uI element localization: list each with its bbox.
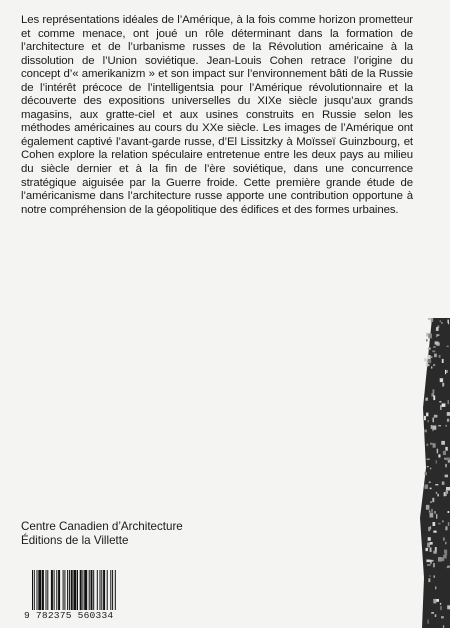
barcode-bar bbox=[67, 570, 68, 610]
photo-speckle bbox=[436, 514, 437, 519]
photo-speckle bbox=[433, 346, 436, 348]
isbn-barcode bbox=[24, 570, 146, 620]
photo-speckle bbox=[441, 322, 443, 324]
photo-speckle bbox=[440, 405, 442, 410]
photo-speckle bbox=[444, 492, 446, 496]
photo-speckle bbox=[424, 430, 427, 433]
photo-speckle bbox=[433, 418, 435, 423]
photo-speckle bbox=[443, 451, 446, 455]
photo-speckle bbox=[445, 464, 447, 467]
barcode-bar bbox=[47, 570, 48, 610]
barcode-bar bbox=[63, 570, 64, 610]
photo-speckle bbox=[447, 419, 449, 422]
barcode-bar bbox=[32, 570, 33, 610]
photo-speckle bbox=[426, 413, 428, 417]
photo-speckle bbox=[431, 366, 432, 368]
barcode-bar bbox=[89, 570, 90, 610]
photo-speckle bbox=[442, 359, 444, 363]
photo-speckle bbox=[436, 492, 437, 494]
photo-speckle bbox=[433, 522, 436, 526]
barcode-bar bbox=[107, 570, 108, 610]
photo-speckle bbox=[430, 547, 432, 552]
photo-speckle bbox=[441, 616, 444, 618]
photo-speckle bbox=[428, 420, 429, 422]
photo-speckle bbox=[438, 523, 441, 524]
barcode-bar bbox=[54, 570, 55, 610]
photo-speckle bbox=[430, 542, 433, 545]
photo-speckle bbox=[448, 511, 450, 513]
barcode-bar bbox=[58, 570, 60, 610]
photo-speckle bbox=[430, 488, 432, 490]
barcode-bar bbox=[82, 570, 83, 610]
barcode-bar bbox=[91, 570, 93, 610]
barcode-bar bbox=[93, 570, 94, 610]
photo-speckle bbox=[444, 458, 446, 460]
photo-speckle bbox=[429, 482, 431, 483]
photo-speckle bbox=[448, 522, 450, 526]
photo-speckle bbox=[433, 599, 436, 604]
photo-speckle bbox=[428, 578, 430, 582]
photo-speckle bbox=[428, 347, 431, 349]
photo-speckle bbox=[427, 444, 429, 447]
photo-speckle bbox=[436, 599, 439, 602]
photo-speckle bbox=[430, 443, 433, 445]
photo-speckle bbox=[448, 320, 449, 324]
photo-speckle bbox=[426, 548, 428, 551]
photo-speckle bbox=[442, 520, 443, 522]
photo-speckle bbox=[433, 395, 435, 400]
photo-speckle bbox=[433, 531, 436, 533]
barcode-bar bbox=[80, 570, 82, 610]
photo-speckle bbox=[439, 401, 441, 402]
photo-speckle bbox=[444, 550, 447, 553]
photo-speckle bbox=[436, 460, 437, 464]
photo-speckle bbox=[432, 351, 435, 353]
photo-speckle bbox=[427, 542, 430, 547]
photo-speckle bbox=[430, 468, 431, 470]
barcode-bar bbox=[51, 570, 53, 610]
barcode-bar bbox=[110, 570, 111, 610]
photo-speckle bbox=[432, 426, 436, 430]
photo-speckle bbox=[426, 505, 430, 510]
photo-speckle bbox=[437, 449, 438, 454]
barcode-bar bbox=[115, 570, 116, 610]
photo-speckle bbox=[447, 346, 449, 347]
photo-speckle bbox=[427, 564, 431, 566]
photo-speckle bbox=[429, 510, 430, 512]
barcode-bar bbox=[34, 570, 35, 610]
blurb-text: Les représentations idéales de l’Amérique, à la fois comme horizon prometteur et comme menace, ont joué un rôle déterminant dans la formation de l’architecture et de l’urbanisme russes de la Révolution américaine à la dissolution de l’Union soviétique. Jean-Louis Cohen retrace l’origine du concept d’« amerikanizm » et son impact sur l’environnement bâti de la Russie de l’intérêt précoce de l’intelligentsia pour l’Amérique révolutionnaire et la découverte des expositions universelles du XIXe siècle jusqu’aux grands magasins, aux gratte-ciel et aux usines construits en Russie selon les méthodes américaines au cours du XXe siècle. Les images de l’Amérique ont également captivé l’avant-garde russe, d’El Lissitzky à Moïsseï Guinzbourg, et Cohen explore la relation spéculaire entretenue entre les deux pays au milieu du siècle dernier et à la fin de l’ère soviétique, dans une concurrence stratégique aiguisée par la Guerre froide. Cette première grande étude de l’américanisme dans l’architecture russe apporte une contribution opportune à notre compréhension de la géopolitique des édifices et des formes urbaines. bbox=[21, 14, 413, 216]
photo-speckle bbox=[443, 537, 445, 540]
barcode-bar bbox=[77, 570, 78, 610]
photo-speckle bbox=[433, 364, 435, 366]
photo-speckle bbox=[428, 527, 430, 531]
photo-speckle bbox=[441, 557, 444, 561]
photo-speckle bbox=[435, 341, 439, 344]
publisher-cca: Centre Canadien d’Architecture bbox=[21, 520, 183, 533]
barcode-bar bbox=[97, 570, 98, 610]
publisher-block bbox=[21, 520, 183, 548]
photo-speckle bbox=[442, 482, 445, 485]
barcode-bar bbox=[101, 570, 102, 610]
photo-speckle bbox=[424, 358, 426, 361]
barcode-bars bbox=[32, 570, 144, 610]
cover-photo-edge bbox=[418, 318, 450, 628]
photo-speckle bbox=[440, 320, 441, 322]
photo-speckle bbox=[440, 603, 441, 605]
photo-speckle bbox=[427, 459, 430, 460]
photo-speckle bbox=[428, 318, 431, 319]
photo-speckle bbox=[428, 537, 431, 541]
photo-speckle bbox=[440, 378, 443, 382]
photo-speckle bbox=[424, 416, 426, 420]
photo-speckle bbox=[446, 458, 450, 461]
photo-speckle bbox=[442, 383, 444, 387]
photo-speckle bbox=[426, 339, 428, 341]
barcode-bar bbox=[69, 570, 70, 610]
photo-speckle bbox=[445, 447, 448, 451]
photo-speckle bbox=[445, 526, 447, 530]
photo-speckle bbox=[427, 355, 431, 359]
barcode-bar bbox=[46, 570, 47, 610]
photo-speckle bbox=[441, 441, 445, 445]
photo-speckle bbox=[428, 364, 430, 366]
photo-speckle bbox=[435, 614, 437, 617]
photo-speckle bbox=[425, 485, 429, 489]
barcode-bar bbox=[42, 570, 44, 610]
photo-speckle bbox=[435, 586, 436, 589]
barcode-bar bbox=[56, 570, 57, 610]
barcode-bar bbox=[103, 570, 105, 610]
isbn-digits: 9 782375 560334 bbox=[24, 610, 114, 621]
back-cover-blurb bbox=[21, 14, 413, 217]
photo-speckle bbox=[428, 334, 432, 339]
photo-speckle bbox=[438, 454, 440, 457]
barcode-bar bbox=[64, 570, 65, 610]
photo-speckle bbox=[428, 359, 431, 363]
photo-speckle bbox=[426, 333, 428, 337]
photo-speckle bbox=[445, 370, 446, 374]
photo-speckle bbox=[431, 425, 433, 429]
photo-speckle bbox=[433, 443, 436, 448]
photo-speckle bbox=[434, 354, 437, 358]
barcode-bar bbox=[84, 570, 87, 610]
photo-speckle bbox=[428, 620, 429, 624]
photo-speckle bbox=[438, 425, 441, 426]
photo-speckle bbox=[431, 612, 434, 614]
barcode-bar bbox=[71, 570, 73, 610]
photo-speckle bbox=[445, 542, 446, 545]
photo-speckle bbox=[435, 484, 438, 485]
photo-speckle bbox=[442, 403, 446, 407]
photo-speckle bbox=[425, 398, 428, 401]
photo-speckle bbox=[426, 560, 430, 563]
photo-speckle bbox=[425, 472, 427, 475]
photo-speckle bbox=[433, 563, 435, 567]
photo-speckle bbox=[445, 425, 447, 427]
photo-speckle bbox=[431, 318, 433, 322]
photo-speckle bbox=[440, 606, 442, 610]
photo-speckle bbox=[434, 575, 436, 577]
barcode-bar bbox=[73, 570, 76, 610]
barcode-bar bbox=[100, 570, 101, 610]
photo-speckle bbox=[437, 494, 438, 497]
photo-speckle bbox=[431, 356, 432, 358]
photo-speckle bbox=[431, 501, 432, 503]
photo-speckle bbox=[433, 551, 436, 554]
photo-speckle bbox=[430, 576, 432, 577]
photo-speckle bbox=[446, 494, 447, 496]
photo-speckle bbox=[436, 327, 439, 331]
photo-speckle bbox=[446, 370, 448, 373]
photo-speckle bbox=[446, 490, 449, 494]
barcode-bar bbox=[38, 570, 41, 610]
barcode-bar bbox=[112, 570, 113, 610]
photo-speckle bbox=[448, 400, 449, 404]
publisher-villette: Éditions de la Villette bbox=[21, 534, 129, 547]
photo-speckle bbox=[431, 509, 432, 513]
photo-speckle bbox=[439, 355, 441, 358]
photo-speckle bbox=[432, 498, 434, 502]
barcode-bar bbox=[37, 570, 38, 610]
photo-speckle bbox=[445, 475, 448, 478]
photo-speckle bbox=[430, 513, 434, 518]
photo-speckle bbox=[437, 334, 439, 336]
photo-speckle bbox=[433, 389, 435, 393]
photo-speckle bbox=[434, 511, 436, 514]
photo-speckle bbox=[427, 466, 429, 467]
photo-speckle bbox=[426, 360, 427, 364]
photo-speckle bbox=[434, 415, 438, 418]
